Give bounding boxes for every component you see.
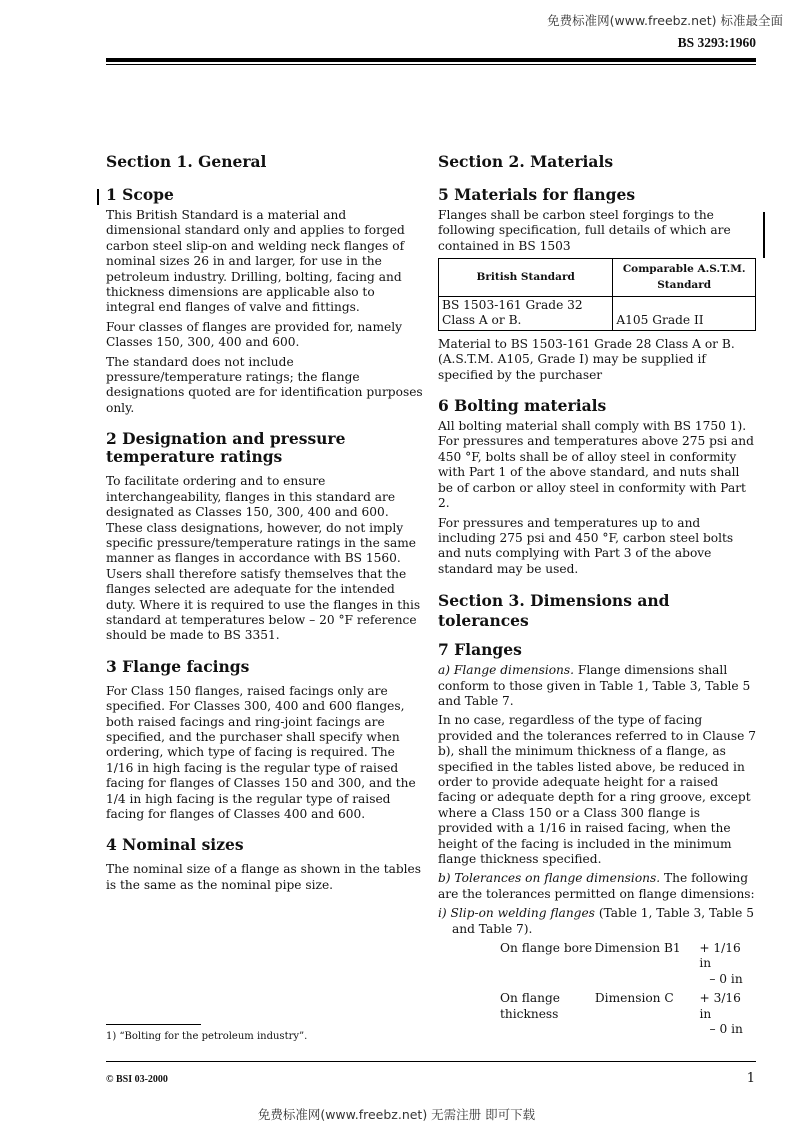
change-bar-left	[97, 189, 99, 205]
header-rule-thin	[106, 64, 756, 65]
copyright: © BSI 03-2000	[106, 1074, 168, 1085]
header-rule-thick	[106, 58, 756, 62]
designation-paragraph: To facilitate ordering and to ensure interchangeability, flanges in this standard are designated as Classes 150, 300, 400 and 600. These class designations, however, do not imply specific pressure/temperature ratings in the same manner as flanges in accordance with BS 1560. Users shall therefore satisfy themselves that the flanges selected are adequate for the intended duty. Where it is required to use the flanges in this standard at temperatures below – 20 °F reference should be made to BS 3351.	[106, 474, 421, 643]
flanges-a-label: a) Flange dimensions.	[438, 663, 575, 678]
dimension-row	[500, 941, 756, 987]
section3-title: Section 3. Dimensions and tolerances	[438, 591, 670, 631]
flanges-a-paragraph	[438, 663, 756, 709]
bolting-paragraph-1: All bolting material shall comply with BS 1750 1). For pressures and temperatures above 275 psi and 450 °F, bolts shall be of alloy steel in conformity with Part 1 of the above standard, and nuts shall be of carbon or alloy steel in conformity with Part 2.	[438, 419, 754, 511]
table-header-bs: British Standard	[439, 259, 613, 297]
section1-title: Section 1. General	[106, 152, 267, 171]
watermark-bottom: 免费标准网(www.freebz.net) 无需注册 即可下载	[257, 1107, 536, 1122]
watermark-top: 免费标准网(www.freebz.net) 标准最全面	[547, 13, 783, 28]
table-cell-astm: A105 Grade II	[613, 297, 756, 331]
table-cell-bs: BS 1503-161 Grade 32 Class A or B.	[439, 297, 613, 331]
tolerance-minus: – 0 in	[709, 971, 743, 986]
dimension-tolerance	[699, 941, 756, 987]
document-id: BS 3293:1960	[677, 35, 756, 50]
tolerance-plus: + 1/16 in	[699, 941, 741, 971]
scope-title: 1 Scope	[106, 185, 174, 204]
materials-paragraph-2: Material to BS 1503-161 Grade 28 Class A or B. (A.S.T.M. A105, Grade I) may be supplied if specified by the purchaser	[438, 336, 735, 382]
facings-title: 3 Flange facings	[106, 656, 250, 676]
bolting-title: 6 Bolting materials	[438, 396, 607, 416]
footnote-rule	[106, 1024, 201, 1025]
table-header-row	[439, 259, 756, 297]
tolerance-minus: – 0 in	[709, 1022, 743, 1037]
flanges-title: 7 Flanges	[438, 640, 522, 660]
scope-paragraph-2: Four classes of flanges are provided for, namely Classes 150, 300, 400 and 600.	[106, 319, 402, 350]
dimension-row	[500, 991, 756, 1037]
left-column	[106, 152, 424, 897]
flanges-a-paragraph-2: In no case, regardless of the type of facing provided and the tolerances referred to in Clause 7 b), shall the minimum thickness of a flange, as specified in the tables listed above, be reduced in order to provide adequate height for a raised facing or adequate depth for a ring groove, except where a Class 150 or a Class 300 flange is provided with a 1/16 in raised facing, when the height of the facing is included in the minimum flange thickness specified.	[438, 713, 756, 866]
footer-rule	[106, 1061, 756, 1062]
flanges-i-paragraph	[438, 906, 756, 937]
table-row	[439, 297, 756, 331]
change-bar-right	[763, 212, 765, 258]
flanges-i-text: (Table 1, Table 3, Table 5 and Table 7).	[452, 906, 755, 936]
dimension-where: On flange thickness	[500, 991, 560, 1021]
footnote: 1) “Bolting for the petroleum industry”.	[106, 1031, 308, 1042]
nominal-sizes-title: 4 Nominal sizes	[106, 835, 244, 855]
flanges-a-text: Flange dimensions shall conform to those given in Table 1, Table 3, Table 5 and Table 7.	[438, 663, 751, 708]
flanges-b-text: The following are the tolerances permitted on flange dimensions:	[438, 871, 755, 901]
right-column	[438, 152, 756, 1041]
scope-paragraph-1: This British Standard is a material and dimensional standard only and applies to forged carbon steel slip-on and welding neck flanges of nominal sizes 26 in and larger, for use in the petroleum industry. Drilling, bolting, facing and thickness dimensions are applicable also to integral end flanges of valve and fittings.	[106, 208, 405, 315]
materials-paragraph-1: Flanges shall be carbon steel forgings to the following specification, full details of which are contained in BS 1503	[438, 208, 731, 253]
dimension-name: Dimension B1	[594, 941, 681, 956]
dimension-tolerance	[699, 991, 756, 1037]
dimension-where: On flange bore	[500, 941, 593, 956]
tolerance-plus: + 3/16 in	[699, 991, 741, 1021]
flanges-b-label: b) Tolerances on flange dimensions.	[438, 871, 661, 886]
flanges-b-paragraph	[438, 871, 756, 902]
bolting-paragraph-2: For pressures and temperatures up to and including 275 psi and 450 °F, carbon steel bolts and nuts complying with Part 3 of the above standard may be used.	[438, 515, 734, 576]
facings-paragraph: For Class 150 flanges, raised facings only are specified. For Classes 300, 400 and 600 flanges, both raised facings and ring-joint facings are specified, and the purchaser shall specify when ordering, which type of facing is required. The 1/16 in high facing is the regular type of raised facing for flanges of Classes 150 and 300, and the 1/4 in high facing is the regular type of raised facing for flanges of Classes 400 and 600.	[106, 683, 416, 821]
scope-paragraph-3: The standard does not include pressure/temperature ratings; the flange designations quoted are for identification purposes only.	[106, 354, 423, 415]
materials-title: 5 Materials for flanges	[438, 185, 636, 204]
table-header-astm: Comparable A.S.T.M. Standard	[613, 259, 756, 297]
dimension-name: Dimension C	[594, 991, 674, 1006]
nominal-sizes-paragraph: The nominal size of a flange as shown in the tables is the same as the nominal pipe size.	[106, 862, 422, 892]
materials-table	[438, 258, 756, 331]
designation-title: 2 Designation and pressure temperature ratings	[106, 429, 346, 467]
page-number: 1	[746, 1071, 755, 1086]
flanges-i-label: i) Slip-on welding flanges	[438, 906, 595, 921]
section2-title: Section 2. Materials	[438, 152, 614, 171]
